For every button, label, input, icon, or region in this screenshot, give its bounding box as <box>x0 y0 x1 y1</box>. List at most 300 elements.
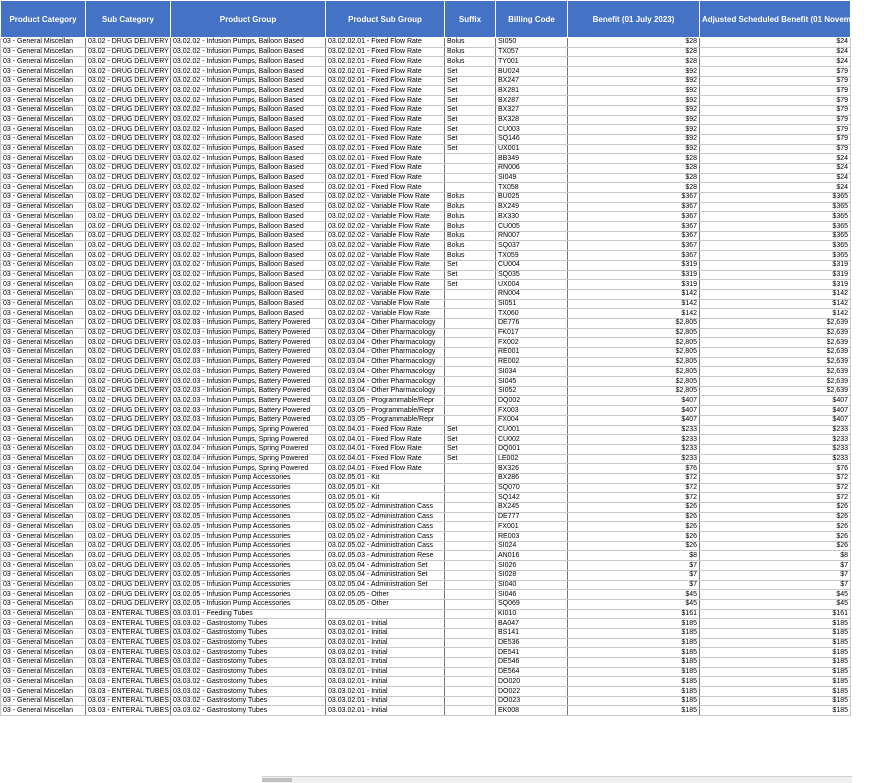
cell-benefit[interactable]: $233 <box>568 425 700 435</box>
cell-product-group[interactable]: 03.02.04 - Infusion Pumps, Spring Powered <box>171 425 326 435</box>
cell-billing-code[interactable]: SI052 <box>496 386 568 396</box>
cell-suffix[interactable] <box>445 658 496 668</box>
cell-product-group[interactable]: 03.02.02 - Infusion Pumps, Balloon Based <box>171 96 326 106</box>
cell-adjusted-benefit[interactable]: $365 <box>700 251 851 261</box>
cell-product-category[interactable]: 03 - General Miscellan <box>1 522 86 532</box>
cell-sub-category[interactable]: 03.02 - DRUG DELIVERY <box>86 251 171 261</box>
cell-product-sub-group[interactable]: 03.02.02.01 - Fixed Flow Rate <box>326 96 445 106</box>
cell-product-category[interactable]: 03 - General Miscellan <box>1 561 86 571</box>
cell-product-category[interactable]: 03 - General Miscellan <box>1 299 86 309</box>
cell-adjusted-benefit[interactable]: $7 <box>700 561 851 571</box>
cell-product-category[interactable]: 03 - General Miscellan <box>1 328 86 338</box>
cell-product-group[interactable]: 03.02.05 - Infusion Pump Accessories <box>171 570 326 580</box>
cell-adjusted-benefit[interactable]: $26 <box>700 522 851 532</box>
cell-sub-category[interactable]: 03.02 - DRUG DELIVERY <box>86 318 171 328</box>
cell-billing-code[interactable]: BX326 <box>496 464 568 474</box>
cell-benefit[interactable]: $26 <box>568 522 700 532</box>
cell-suffix[interactable]: Bolus <box>445 251 496 261</box>
cell-sub-category[interactable]: 03.02 - DRUG DELIVERY <box>86 425 171 435</box>
cell-suffix[interactable] <box>445 299 496 309</box>
cell-sub-category[interactable]: 03.02 - DRUG DELIVERY <box>86 473 171 483</box>
cell-product-category[interactable]: 03 - General Miscellan <box>1 406 86 416</box>
cell-product-sub-group[interactable]: 03.02.02.01 - Fixed Flow Rate <box>326 134 445 144</box>
cell-benefit[interactable]: $92 <box>568 134 700 144</box>
cell-adjusted-benefit[interactable]: $365 <box>700 222 851 232</box>
cell-product-category[interactable]: 03 - General Miscellan <box>1 115 86 125</box>
cell-product-group[interactable]: 03.02.05 - Infusion Pump Accessories <box>171 590 326 600</box>
cell-billing-code[interactable]: DE546 <box>496 658 568 668</box>
cell-benefit[interactable]: $26 <box>568 532 700 542</box>
cell-benefit[interactable]: $319 <box>568 270 700 280</box>
cell-benefit[interactable]: $26 <box>568 512 700 522</box>
cell-suffix[interactable] <box>445 522 496 532</box>
cell-billing-code[interactable]: DO022 <box>496 687 568 697</box>
cell-product-category[interactable]: 03 - General Miscellan <box>1 105 86 115</box>
cell-product-sub-group[interactable]: 03.02.03.04 - Other Pharmacology <box>326 348 445 358</box>
cell-adjusted-benefit[interactable]: $7 <box>700 570 851 580</box>
cell-product-group[interactable]: 03.02.03 - Infusion Pumps, Battery Powered <box>171 357 326 367</box>
cell-product-sub-group[interactable]: 03.02.03.04 - Other Pharmacology <box>326 377 445 387</box>
cell-sub-category[interactable]: 03.02 - DRUG DELIVERY <box>86 512 171 522</box>
cell-adjusted-benefit[interactable]: $142 <box>700 289 851 299</box>
cell-product-sub-group[interactable]: 03.02.02.01 - Fixed Flow Rate <box>326 144 445 154</box>
cell-benefit[interactable]: $185 <box>568 677 700 687</box>
cell-suffix[interactable] <box>445 386 496 396</box>
cell-sub-category[interactable]: 03.02 - DRUG DELIVERY <box>86 144 171 154</box>
cell-product-sub-group[interactable]: 03.02.03.04 - Other Pharmacology <box>326 386 445 396</box>
cell-product-group[interactable]: 03.02.05 - Infusion Pump Accessories <box>171 532 326 542</box>
cell-suffix[interactable] <box>445 473 496 483</box>
cell-product-category[interactable]: 03 - General Miscellan <box>1 357 86 367</box>
cell-suffix[interactable] <box>445 309 496 319</box>
cell-adjusted-benefit[interactable]: $407 <box>700 415 851 425</box>
cell-sub-category[interactable]: 03.02 - DRUG DELIVERY <box>86 38 171 48</box>
cell-product-group[interactable]: 03.02.02 - Infusion Pumps, Balloon Based <box>171 202 326 212</box>
cell-adjusted-benefit[interactable]: $319 <box>700 260 851 270</box>
cell-suffix[interactable] <box>445 415 496 425</box>
cell-product-category[interactable]: 03 - General Miscellan <box>1 590 86 600</box>
cell-adjusted-benefit[interactable]: $365 <box>700 231 851 241</box>
cell-adjusted-benefit[interactable]: $233 <box>700 454 851 464</box>
cell-product-sub-group[interactable]: 03.02.02.01 - Fixed Flow Rate <box>326 57 445 67</box>
cell-product-sub-group[interactable]: 03.03.02.01 - Initial <box>326 658 445 668</box>
cell-suffix[interactable]: Set <box>445 425 496 435</box>
cell-product-category[interactable]: 03 - General Miscellan <box>1 473 86 483</box>
cell-suffix[interactable] <box>445 154 496 164</box>
cell-suffix[interactable]: Set <box>445 76 496 86</box>
cell-benefit[interactable]: $76 <box>568 464 700 474</box>
cell-sub-category[interactable]: 03.02 - DRUG DELIVERY <box>86 134 171 144</box>
cell-benefit[interactable]: $26 <box>568 503 700 513</box>
cell-product-category[interactable]: 03 - General Miscellan <box>1 251 86 261</box>
cell-adjusted-benefit[interactable]: $2,639 <box>700 318 851 328</box>
cell-product-category[interactable]: 03 - General Miscellan <box>1 270 86 280</box>
cell-benefit[interactable]: $233 <box>568 435 700 445</box>
cell-product-sub-group[interactable]: 03.02.02.01 - Fixed Flow Rate <box>326 183 445 193</box>
cell-benefit[interactable]: $319 <box>568 280 700 290</box>
cell-product-group[interactable]: 03.02.02 - Infusion Pumps, Balloon Based <box>171 260 326 270</box>
cell-adjusted-benefit[interactable]: $2,639 <box>700 357 851 367</box>
cell-product-category[interactable]: 03 - General Miscellan <box>1 289 86 299</box>
cell-product-sub-group[interactable]: 03.02.02.02 - Variable Flow Rate <box>326 193 445 203</box>
cell-product-group[interactable]: 03.02.02 - Infusion Pumps, Balloon Based <box>171 154 326 164</box>
cell-benefit[interactable]: $367 <box>568 231 700 241</box>
cell-product-category[interactable]: 03 - General Miscellan <box>1 532 86 542</box>
cell-benefit[interactable]: $72 <box>568 483 700 493</box>
cell-product-category[interactable]: 03 - General Miscellan <box>1 396 86 406</box>
cell-benefit[interactable]: $185 <box>568 667 700 677</box>
cell-product-category[interactable]: 03 - General Miscellan <box>1 125 86 135</box>
cell-sub-category[interactable]: 03.02 - DRUG DELIVERY <box>86 222 171 232</box>
cell-billing-code[interactable]: KI010 <box>496 609 568 619</box>
cell-suffix[interactable] <box>445 328 496 338</box>
cell-product-sub-group[interactable]: 03.02.05.04 - Administration Set <box>326 580 445 590</box>
header-sub-category[interactable]: Sub Category <box>86 1 171 38</box>
cell-product-sub-group[interactable]: 03.02.02.02 - Variable Flow Rate <box>326 202 445 212</box>
cell-adjusted-benefit[interactable]: $407 <box>700 396 851 406</box>
cell-benefit[interactable]: $2,805 <box>568 348 700 358</box>
cell-billing-code[interactable]: RN004 <box>496 289 568 299</box>
cell-product-group[interactable]: 03.03.02 - Gastrostomy Tubes <box>171 677 326 687</box>
cell-billing-code[interactable]: SI028 <box>496 570 568 580</box>
cell-product-sub-group[interactable]: 03.02.02.01 - Fixed Flow Rate <box>326 38 445 48</box>
cell-sub-category[interactable]: 03.02 - DRUG DELIVERY <box>86 299 171 309</box>
cell-product-group[interactable]: 03.02.05 - Infusion Pump Accessories <box>171 483 326 493</box>
cell-benefit[interactable]: $367 <box>568 241 700 251</box>
cell-sub-category[interactable]: 03.02 - DRUG DELIVERY <box>86 280 171 290</box>
cell-billing-code[interactable]: BX327 <box>496 105 568 115</box>
cell-benefit[interactable]: $2,805 <box>568 328 700 338</box>
cell-benefit[interactable]: $367 <box>568 251 700 261</box>
cell-product-category[interactable]: 03 - General Miscellan <box>1 260 86 270</box>
cell-benefit[interactable]: $2,805 <box>568 357 700 367</box>
cell-suffix[interactable] <box>445 696 496 706</box>
cell-product-category[interactable]: 03 - General Miscellan <box>1 173 86 183</box>
cell-product-category[interactable]: 03 - General Miscellan <box>1 628 86 638</box>
cell-benefit[interactable]: $233 <box>568 444 700 454</box>
cell-product-group[interactable]: 03.03.02 - Gastrostomy Tubes <box>171 687 326 697</box>
cell-adjusted-benefit[interactable]: $7 <box>700 580 851 590</box>
cell-billing-code[interactable]: RE002 <box>496 357 568 367</box>
cell-adjusted-benefit[interactable]: $185 <box>700 619 851 629</box>
cell-product-sub-group[interactable]: 03.02.02.02 - Variable Flow Rate <box>326 289 445 299</box>
cell-benefit[interactable]: $185 <box>568 648 700 658</box>
cell-sub-category[interactable]: 03.02 - DRUG DELIVERY <box>86 522 171 532</box>
cell-billing-code[interactable]: RE003 <box>496 532 568 542</box>
cell-product-sub-group[interactable]: 03.02.03.04 - Other Pharmacology <box>326 357 445 367</box>
cell-sub-category[interactable]: 03.02 - DRUG DELIVERY <box>86 76 171 86</box>
cell-benefit[interactable]: $142 <box>568 309 700 319</box>
cell-sub-category[interactable]: 03.02 - DRUG DELIVERY <box>86 202 171 212</box>
cell-product-group[interactable]: 03.02.03 - Infusion Pumps, Battery Powered <box>171 386 326 396</box>
cell-sub-category[interactable]: 03.02 - DRUG DELIVERY <box>86 532 171 542</box>
cell-product-category[interactable]: 03 - General Miscellan <box>1 212 86 222</box>
cell-product-sub-group[interactable]: 03.02.04.01 - Fixed Flow Rate <box>326 425 445 435</box>
cell-product-category[interactable]: 03 - General Miscellan <box>1 47 86 57</box>
cell-suffix[interactable] <box>445 163 496 173</box>
cell-product-sub-group[interactable]: 03.02.02.02 - Variable Flow Rate <box>326 212 445 222</box>
cell-billing-code[interactable]: SI050 <box>496 38 568 48</box>
cell-product-group[interactable]: 03.03.02 - Gastrostomy Tubes <box>171 667 326 677</box>
header-benefit[interactable]: Benefit (01 July 2023) <box>568 1 700 38</box>
cell-product-sub-group[interactable]: 03.02.05.04 - Administration Set <box>326 570 445 580</box>
cell-product-sub-group[interactable]: 03.02.03.04 - Other Pharmacology <box>326 338 445 348</box>
cell-sub-category[interactable]: 03.02 - DRUG DELIVERY <box>86 47 171 57</box>
cell-product-sub-group[interactable]: 03.02.02.01 - Fixed Flow Rate <box>326 115 445 125</box>
cell-sub-category[interactable]: 03.03 - ENTERAL TUBES <box>86 619 171 629</box>
cell-product-group[interactable]: 03.03.01 - Feeding Tubes <box>171 609 326 619</box>
cell-sub-category[interactable]: 03.02 - DRUG DELIVERY <box>86 309 171 319</box>
cell-sub-category[interactable]: 03.03 - ENTERAL TUBES <box>86 609 171 619</box>
cell-adjusted-benefit[interactable]: $365 <box>700 193 851 203</box>
cell-sub-category[interactable]: 03.02 - DRUG DELIVERY <box>86 386 171 396</box>
cell-sub-category[interactable]: 03.02 - DRUG DELIVERY <box>86 590 171 600</box>
cell-billing-code[interactable]: RE001 <box>496 348 568 358</box>
cell-billing-code[interactable]: DO020 <box>496 677 568 687</box>
cell-product-group[interactable]: 03.02.02 - Infusion Pumps, Balloon Based <box>171 251 326 261</box>
cell-suffix[interactable]: Set <box>445 454 496 464</box>
cell-suffix[interactable] <box>445 396 496 406</box>
cell-suffix[interactable] <box>445 667 496 677</box>
cell-billing-code[interactable]: BX249 <box>496 202 568 212</box>
cell-billing-code[interactable]: DE541 <box>496 648 568 658</box>
cell-product-group[interactable]: 03.02.05 - Infusion Pump Accessories <box>171 503 326 513</box>
cell-product-category[interactable]: 03 - General Miscellan <box>1 86 86 96</box>
cell-benefit[interactable]: $161 <box>568 609 700 619</box>
cell-product-sub-group[interactable]: 03.02.03.05 - Programmable/Repr <box>326 396 445 406</box>
cell-suffix[interactable]: Set <box>445 134 496 144</box>
cell-adjusted-benefit[interactable]: $365 <box>700 241 851 251</box>
cell-product-sub-group[interactable]: 03.02.02.01 - Fixed Flow Rate <box>326 76 445 86</box>
cell-product-sub-group[interactable]: 03.03.02.01 - Initial <box>326 696 445 706</box>
cell-suffix[interactable] <box>445 532 496 542</box>
cell-benefit[interactable]: $26 <box>568 541 700 551</box>
cell-suffix[interactable] <box>445 590 496 600</box>
cell-product-category[interactable]: 03 - General Miscellan <box>1 222 86 232</box>
cell-billing-code[interactable]: SI049 <box>496 173 568 183</box>
cell-suffix[interactable] <box>445 638 496 648</box>
cell-benefit[interactable]: $92 <box>568 125 700 135</box>
cell-suffix[interactable]: Bolus <box>445 241 496 251</box>
cell-suffix[interactable] <box>445 687 496 697</box>
cell-product-sub-group[interactable]: 03.02.03.05 - Programmable/Repr <box>326 415 445 425</box>
cell-adjusted-benefit[interactable]: $45 <box>700 599 851 609</box>
cell-benefit[interactable]: $233 <box>568 454 700 464</box>
cell-billing-code[interactable]: RN007 <box>496 231 568 241</box>
cell-product-group[interactable]: 03.02.03 - Infusion Pumps, Battery Powered <box>171 338 326 348</box>
cell-benefit[interactable]: $185 <box>568 706 700 716</box>
cell-sub-category[interactable]: 03.03 - ENTERAL TUBES <box>86 667 171 677</box>
cell-adjusted-benefit[interactable]: $185 <box>700 677 851 687</box>
cell-suffix[interactable] <box>445 173 496 183</box>
cell-billing-code[interactable]: CU005 <box>496 222 568 232</box>
cell-product-category[interactable]: 03 - General Miscellan <box>1 348 86 358</box>
cell-adjusted-benefit[interactable]: $185 <box>700 628 851 638</box>
cell-sub-category[interactable]: 03.03 - ENTERAL TUBES <box>86 677 171 687</box>
cell-benefit[interactable]: $92 <box>568 76 700 86</box>
cell-adjusted-benefit[interactable]: $26 <box>700 532 851 542</box>
cell-suffix[interactable]: Bolus <box>445 222 496 232</box>
cell-billing-code[interactable]: TX058 <box>496 183 568 193</box>
cell-product-sub-group[interactable]: 03.02.04.01 - Fixed Flow Rate <box>326 464 445 474</box>
cell-product-group[interactable]: 03.03.02 - Gastrostomy Tubes <box>171 706 326 716</box>
cell-adjusted-benefit[interactable]: $24 <box>700 38 851 48</box>
cell-product-group[interactable]: 03.02.05 - Infusion Pump Accessories <box>171 580 326 590</box>
cell-product-group[interactable]: 03.02.02 - Infusion Pumps, Balloon Based <box>171 173 326 183</box>
cell-product-group[interactable]: 03.02.02 - Infusion Pumps, Balloon Based <box>171 163 326 173</box>
cell-adjusted-benefit[interactable]: $233 <box>700 425 851 435</box>
cell-suffix[interactable] <box>445 599 496 609</box>
cell-sub-category[interactable]: 03.02 - DRUG DELIVERY <box>86 163 171 173</box>
cell-product-sub-group[interactable]: 03.02.04.01 - Fixed Flow Rate <box>326 444 445 454</box>
cell-product-sub-group[interactable]: 03.02.02.01 - Fixed Flow Rate <box>326 173 445 183</box>
cell-billing-code[interactable]: SI051 <box>496 299 568 309</box>
cell-product-category[interactable]: 03 - General Miscellan <box>1 367 86 377</box>
cell-product-group[interactable]: 03.02.02 - Infusion Pumps, Balloon Based <box>171 222 326 232</box>
cell-adjusted-benefit[interactable]: $24 <box>700 173 851 183</box>
cell-product-group[interactable]: 03.02.02 - Infusion Pumps, Balloon Based <box>171 115 326 125</box>
cell-product-sub-group[interactable]: 03.03.02.01 - Initial <box>326 619 445 629</box>
cell-product-category[interactable]: 03 - General Miscellan <box>1 318 86 328</box>
cell-suffix[interactable] <box>445 551 496 561</box>
cell-benefit[interactable]: $92 <box>568 144 700 154</box>
cell-product-group[interactable]: 03.02.02 - Infusion Pumps, Balloon Based <box>171 86 326 96</box>
cell-product-category[interactable]: 03 - General Miscellan <box>1 667 86 677</box>
cell-sub-category[interactable]: 03.02 - DRUG DELIVERY <box>86 231 171 241</box>
cell-product-category[interactable]: 03 - General Miscellan <box>1 638 86 648</box>
cell-benefit[interactable]: $185 <box>568 638 700 648</box>
cell-product-category[interactable]: 03 - General Miscellan <box>1 435 86 445</box>
cell-product-sub-group[interactable]: 03.02.02.02 - Variable Flow Rate <box>326 299 445 309</box>
header-suffix[interactable]: Suffix <box>445 1 496 38</box>
cell-adjusted-benefit[interactable]: $26 <box>700 503 851 513</box>
cell-product-category[interactable]: 03 - General Miscellan <box>1 696 86 706</box>
cell-product-group[interactable]: 03.03.02 - Gastrostomy Tubes <box>171 628 326 638</box>
cell-billing-code[interactable]: BX330 <box>496 212 568 222</box>
cell-product-category[interactable]: 03 - General Miscellan <box>1 493 86 503</box>
cell-billing-code[interactable]: DE564 <box>496 667 568 677</box>
cell-suffix[interactable] <box>445 357 496 367</box>
cell-product-sub-group[interactable]: 03.02.05.02 - Administration Cass <box>326 541 445 551</box>
cell-product-category[interactable]: 03 - General Miscellan <box>1 541 86 551</box>
cell-suffix[interactable] <box>445 570 496 580</box>
cell-billing-code[interactable]: SQ037 <box>496 241 568 251</box>
cell-sub-category[interactable]: 03.02 - DRUG DELIVERY <box>86 96 171 106</box>
cell-billing-code[interactable]: SI045 <box>496 377 568 387</box>
cell-benefit[interactable]: $407 <box>568 406 700 416</box>
header-adjusted-benefit[interactable]: Adjusted Scheduled Benefit (01 November 2023) <box>700 1 851 38</box>
cell-sub-category[interactable]: 03.02 - DRUG DELIVERY <box>86 599 171 609</box>
cell-product-category[interactable]: 03 - General Miscellan <box>1 648 86 658</box>
cell-product-category[interactable]: 03 - General Miscellan <box>1 454 86 464</box>
cell-benefit[interactable]: $142 <box>568 299 700 309</box>
cell-sub-category[interactable]: 03.02 - DRUG DELIVERY <box>86 105 171 115</box>
cell-product-group[interactable]: 03.02.02 - Infusion Pumps, Balloon Based <box>171 76 326 86</box>
cell-suffix[interactable] <box>445 677 496 687</box>
cell-product-group[interactable]: 03.02.02 - Infusion Pumps, Balloon Based <box>171 280 326 290</box>
cell-adjusted-benefit[interactable]: $79 <box>700 67 851 77</box>
cell-product-sub-group[interactable]: 03.02.03.04 - Other Pharmacology <box>326 367 445 377</box>
cell-suffix[interactable] <box>445 464 496 474</box>
cell-sub-category[interactable]: 03.02 - DRUG DELIVERY <box>86 464 171 474</box>
cell-adjusted-benefit[interactable]: $185 <box>700 667 851 677</box>
cell-product-sub-group[interactable]: 03.02.03.04 - Other Pharmacology <box>326 318 445 328</box>
cell-sub-category[interactable]: 03.03 - ENTERAL TUBES <box>86 638 171 648</box>
cell-benefit[interactable]: $185 <box>568 619 700 629</box>
cell-product-category[interactable]: 03 - General Miscellan <box>1 677 86 687</box>
cell-benefit[interactable]: $185 <box>568 658 700 668</box>
cell-product-sub-group[interactable]: 03.02.02.01 - Fixed Flow Rate <box>326 105 445 115</box>
cell-product-group[interactable]: 03.03.02 - Gastrostomy Tubes <box>171 648 326 658</box>
cell-suffix[interactable]: Set <box>445 105 496 115</box>
cell-adjusted-benefit[interactable]: $2,639 <box>700 348 851 358</box>
cell-product-sub-group[interactable]: 03.02.05.04 - Administration Set <box>326 561 445 571</box>
cell-suffix[interactable] <box>445 706 496 716</box>
cell-suffix[interactable] <box>445 648 496 658</box>
cell-suffix[interactable] <box>445 183 496 193</box>
cell-benefit[interactable]: $367 <box>568 212 700 222</box>
cell-suffix[interactable]: Set <box>445 86 496 96</box>
cell-suffix[interactable]: Set <box>445 444 496 454</box>
cell-adjusted-benefit[interactable]: $79 <box>700 144 851 154</box>
cell-sub-category[interactable]: 03.03 - ENTERAL TUBES <box>86 687 171 697</box>
cell-suffix[interactable] <box>445 377 496 387</box>
cell-product-category[interactable]: 03 - General Miscellan <box>1 551 86 561</box>
cell-suffix[interactable] <box>445 609 496 619</box>
cell-product-category[interactable]: 03 - General Miscellan <box>1 386 86 396</box>
horizontal-scrollbar[interactable] <box>262 776 852 783</box>
cell-sub-category[interactable]: 03.02 - DRUG DELIVERY <box>86 580 171 590</box>
cell-sub-category[interactable]: 03.02 - DRUG DELIVERY <box>86 561 171 571</box>
header-product-category[interactable]: Product Category <box>1 1 86 38</box>
cell-billing-code[interactable]: BX328 <box>496 115 568 125</box>
scrollbar-thumb[interactable] <box>262 778 292 782</box>
cell-adjusted-benefit[interactable]: $161 <box>700 609 851 619</box>
cell-product-group[interactable]: 03.02.02 - Infusion Pumps, Balloon Based <box>171 144 326 154</box>
cell-product-sub-group[interactable]: 03.03.02.01 - Initial <box>326 648 445 658</box>
cell-product-category[interactable]: 03 - General Miscellan <box>1 193 86 203</box>
cell-benefit[interactable]: $28 <box>568 163 700 173</box>
cell-billing-code[interactable]: BU025 <box>496 193 568 203</box>
cell-benefit[interactable]: $28 <box>568 183 700 193</box>
cell-product-sub-group[interactable]: 03.02.05.02 - Administration Cass <box>326 503 445 513</box>
cell-adjusted-benefit[interactable]: $233 <box>700 444 851 454</box>
cell-adjusted-benefit[interactable]: $185 <box>700 696 851 706</box>
cell-billing-code[interactable]: UX001 <box>496 144 568 154</box>
cell-sub-category[interactable]: 03.02 - DRUG DELIVERY <box>86 454 171 464</box>
cell-product-group[interactable]: 03.02.05 - Infusion Pump Accessories <box>171 561 326 571</box>
cell-adjusted-benefit[interactable]: $142 <box>700 299 851 309</box>
cell-benefit[interactable]: $367 <box>568 193 700 203</box>
cell-suffix[interactable]: Set <box>445 96 496 106</box>
cell-suffix[interactable] <box>445 561 496 571</box>
cell-product-sub-group[interactable]: 03.02.02.02 - Variable Flow Rate <box>326 241 445 251</box>
cell-product-sub-group[interactable]: 03.02.02.02 - Variable Flow Rate <box>326 231 445 241</box>
cell-product-sub-group[interactable]: 03.02.02.02 - Variable Flow Rate <box>326 309 445 319</box>
cell-product-group[interactable]: 03.02.03 - Infusion Pumps, Battery Powered <box>171 328 326 338</box>
cell-billing-code[interactable]: CU004 <box>496 260 568 270</box>
cell-billing-code[interactable]: TX060 <box>496 309 568 319</box>
cell-benefit[interactable]: $407 <box>568 415 700 425</box>
cell-benefit[interactable]: $142 <box>568 289 700 299</box>
cell-product-category[interactable]: 03 - General Miscellan <box>1 658 86 668</box>
cell-product-category[interactable]: 03 - General Miscellan <box>1 67 86 77</box>
cell-product-sub-group[interactable]: 03.02.02.01 - Fixed Flow Rate <box>326 67 445 77</box>
cell-adjusted-benefit[interactable]: $233 <box>700 435 851 445</box>
cell-benefit[interactable]: $2,805 <box>568 338 700 348</box>
cell-adjusted-benefit[interactable]: $2,639 <box>700 338 851 348</box>
cell-billing-code[interactable]: TX057 <box>496 47 568 57</box>
